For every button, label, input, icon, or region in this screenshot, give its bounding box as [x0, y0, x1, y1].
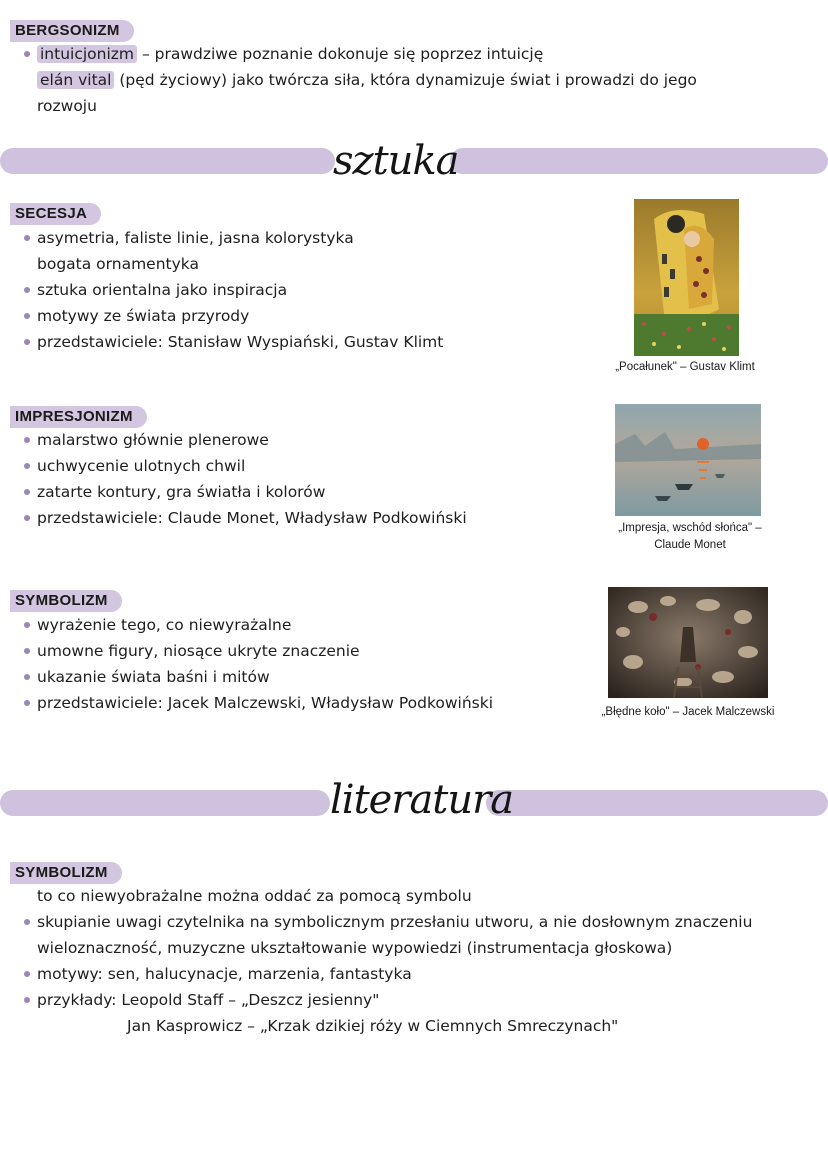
- sztuka-title: sztuka: [333, 138, 459, 184]
- list-item: skupianie uwagi czytelnika na symbolicznym przesłaniu utworu, a nie dosłownym znaczeniu: [37, 909, 752, 935]
- bergsonizm-line-2: [37, 67, 697, 93]
- list-item: umowne figury, niosące ukryte znaczenie: [37, 638, 360, 664]
- literatura-title: literatura: [330, 777, 514, 823]
- list-item: to co niewyobrażalne można oddać za pomocą symbolu: [37, 887, 472, 905]
- definition-text: – prawdziwe poznanie dokonuje się poprzez intuicję: [137, 45, 544, 63]
- list-item: ukazanie świata baśni i mitów: [37, 664, 270, 690]
- list-item: bogata ornamentyka: [37, 255, 199, 273]
- list-item: uchwycenie ulotnych chwil: [37, 453, 245, 479]
- painting-bledne-kolo: [608, 587, 768, 698]
- definition-text: (pęd życiowy) jako twórcza siła, która dynamizuje świat i prowadzi do jego: [114, 71, 697, 89]
- list-item: motywy ze świata przyrody: [37, 303, 249, 329]
- sztuka-band-left: [0, 148, 335, 174]
- list-item: motywy: sen, halucynacje, marzenia, fantastyka: [37, 961, 412, 987]
- list-item: przedstawiciele: Jacek Malczewski, Władysław Podkowiński: [37, 690, 493, 716]
- list-item: wyrażenie tego, co niewyrażalne: [37, 612, 291, 638]
- symbolizm-lit-heading: SYMBOLIZM: [10, 862, 122, 884]
- secesja-heading: SECESJA: [10, 203, 101, 225]
- caption-pocalunek: „Pocałunek" – Gustav Klimt: [615, 361, 755, 373]
- bergsonizm-line-3: rozwoju: [37, 97, 97, 115]
- literatura-band-left: [0, 790, 330, 816]
- painting-pocalunek: [634, 199, 739, 356]
- list-item: sztuka orientalna jako inspiracja: [37, 277, 287, 303]
- literatura-band-right: [486, 790, 828, 816]
- list-item: przykłady: Leopold Staff – „Deszcz jesienny": [37, 987, 379, 1013]
- painting-impresja: [615, 404, 761, 516]
- list-item: Jan Kasprowicz – „Krzak dzikiej róży w Ciemnych Smreczynach": [127, 1017, 619, 1035]
- term-elan-vital: elán vital: [37, 71, 114, 89]
- list-item: malarstwo głównie plenerowe: [37, 427, 269, 453]
- caption-impresja-1: „Impresja, wschód słońca" –: [618, 522, 762, 534]
- bergsonizm-line-1: [37, 41, 543, 67]
- list-item: zatarte kontury, gra światła i kolorów: [37, 479, 325, 505]
- term-intuicjonizm: intuicjonizm: [37, 45, 137, 63]
- bergsonizm-heading: BERGSONIZM: [10, 20, 134, 42]
- sztuka-band-right: [450, 148, 828, 174]
- list-item: przedstawiciele: Claude Monet, Władysław Podkowiński: [37, 505, 467, 531]
- caption-bledne-kolo: „Błędne koło" – Jacek Malczewski: [601, 706, 775, 718]
- list-item: wieloznaczność, muzyczne ukształtowanie wypowiedzi (instrumentacja głoskowa): [37, 939, 673, 957]
- symbolizm-art-heading: SYMBOLIZM: [10, 590, 122, 612]
- impresjonizm-heading: IMPRESJONIZM: [10, 406, 147, 428]
- list-item: przedstawiciele: Stanisław Wyspiański, Gustav Klimt: [37, 329, 443, 355]
- list-item: asymetria, faliste linie, jasna kolorystyka: [37, 225, 354, 251]
- caption-impresja-2: Claude Monet: [654, 539, 726, 551]
